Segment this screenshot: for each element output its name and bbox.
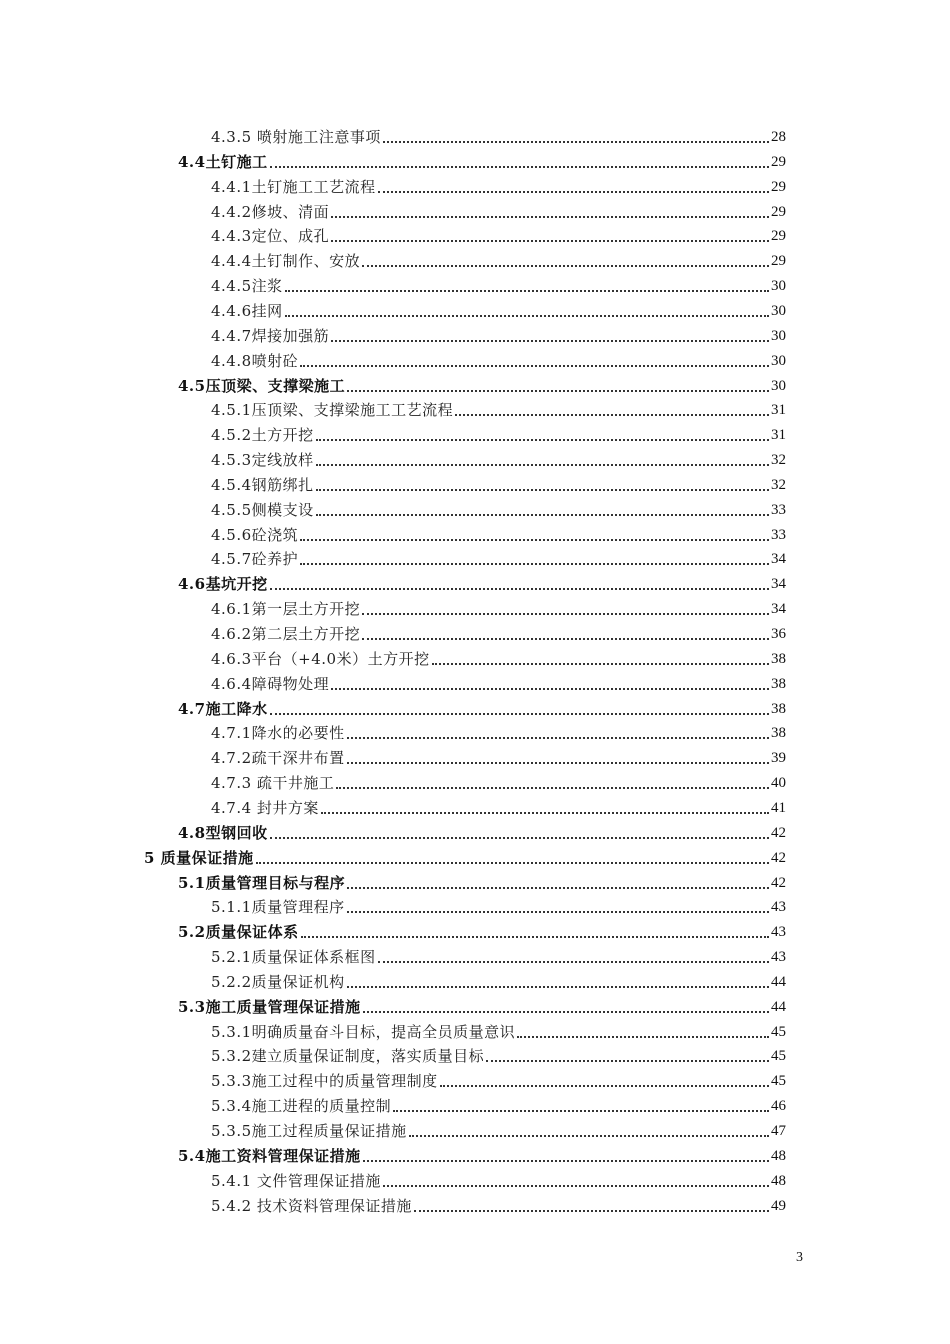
toc-entry-page: 42 [771,850,786,866]
toc-entry-page: 47 [771,1123,786,1139]
toc-entry-page: 38 [771,651,786,667]
toc-dot-leader [347,737,769,739]
toc-entry-label: 5.4.1 文件管理保证措施 [211,1172,381,1190]
toc-entry[interactable] [211,498,786,520]
toc-entry-page: 29 [771,253,786,269]
toc-dot-leader [383,141,769,143]
toc-entry-label: 5.3施工质量管理保证措施 [178,998,361,1016]
toc-entry-label: 4.4.8喷射砼 [211,352,299,370]
toc-dot-leader [316,489,769,491]
toc-entry-page: 36 [771,626,786,642]
toc-entry-page: 30 [771,353,786,369]
toc-dot-leader [300,539,769,541]
toc-dot-leader [409,1135,769,1137]
toc-entry-label: 5.3.3施工过程中的质量管理制度 [211,1072,438,1090]
toc-dot-leader [270,837,769,839]
toc-entry-label: 4.5.2土方开挖 [211,426,314,444]
toc-entry[interactable] [211,895,786,917]
toc-dot-leader [285,315,769,317]
toc-entry-page: 40 [771,775,786,791]
toc-entry[interactable] [211,1094,786,1116]
toc-dot-leader [270,713,769,715]
toc-entry-page: 31 [771,402,786,418]
toc-dot-leader [383,1185,769,1187]
toc-entry-page: 45 [771,1048,786,1064]
toc-entry-page: 33 [771,527,786,543]
toc-entry-page: 29 [771,154,786,170]
toc-entry-page: 42 [771,875,786,891]
toc-entry-label: 5 质量保证措施 [144,849,254,867]
toc-dot-leader [362,638,769,640]
toc-entry-page: 28 [771,129,786,145]
toc-dot-leader [347,911,769,913]
toc-entry-page: 46 [771,1098,786,1114]
toc-entry-label: 4.5.7砼养护 [211,550,299,568]
toc-entry-page: 45 [771,1024,786,1040]
toc-dot-leader [331,688,769,690]
toc-dot-leader [321,812,769,814]
toc-entry[interactable] [211,945,786,967]
toc-entry[interactable] [178,697,786,719]
toc-entry[interactable] [178,572,786,594]
toc-entry-page: 38 [771,676,786,692]
toc-dot-leader [347,887,769,889]
toc-entry-label: 4.4.5注浆 [211,277,283,295]
toc-entry[interactable] [211,398,786,420]
toc-entry-page: 44 [771,974,786,990]
toc-dot-leader [517,1036,769,1038]
toc-entry-page: 38 [771,701,786,717]
toc-entry[interactable] [211,523,786,545]
toc-entry[interactable] [211,200,786,222]
toc-dot-leader [256,862,769,864]
toc-entry-label: 5.2质量保证体系 [178,923,299,941]
toc-dot-leader [316,464,769,466]
toc-entry[interactable] [211,1020,786,1042]
toc-dot-leader [347,762,769,764]
toc-entry-page: 43 [771,924,786,940]
toc-entry-label: 4.6.1第一层土方开挖 [211,600,361,618]
toc-entry-label: 4.6.2第二层土方开挖 [211,625,361,643]
toc-dot-leader [378,961,769,963]
toc-entry[interactable] [211,622,786,644]
toc-entry[interactable] [178,995,786,1017]
toc-entry-label: 4.5.6砼浇筑 [211,526,299,544]
toc-dot-leader [301,936,769,938]
toc-entry-page: 48 [771,1148,786,1164]
toc-entry[interactable] [211,224,786,246]
toc-entry[interactable] [178,821,786,843]
toc-entry-page: 32 [771,452,786,468]
toc-entry[interactable] [211,647,786,669]
toc-entry-label: 4.6.3平台（+4.0米）土方开挖 [211,650,430,668]
toc-entry[interactable] [211,423,786,445]
toc-entry-label: 5.4施工资料管理保证措施 [178,1147,361,1165]
toc-entry-label: 5.3.1明确质量奋斗目标，提高全员质量意识 [211,1023,516,1041]
toc-entry[interactable] [211,721,786,743]
toc-entry-label: 5.2.2质量保证机构 [211,973,345,991]
toc-entry[interactable] [211,1069,786,1091]
toc-dot-leader [336,787,769,789]
toc-entry-page: 38 [771,725,786,741]
toc-entry[interactable] [211,473,786,495]
toc-entry[interactable] [211,299,786,321]
toc-entry[interactable] [211,970,786,992]
page-number: 3 [796,1250,803,1265]
toc-dot-leader [347,986,769,988]
toc-entry-label: 4.4.1土钉施工工艺流程 [211,178,376,196]
toc-entry-label: 5.2.1质量保证体系框图 [211,948,376,966]
toc-entry[interactable] [211,448,786,470]
toc-entry[interactable] [211,746,786,768]
toc-dot-leader [414,1210,769,1212]
toc-entry-label: 4.3.5 喷射施工注意事项 [211,128,381,146]
toc-entry[interactable] [211,324,786,346]
toc-entry-page: 30 [771,303,786,319]
toc-entry[interactable] [211,175,786,197]
toc-entry-page: 29 [771,204,786,220]
toc-entry-page: 34 [771,576,786,592]
toc-entry[interactable] [211,796,786,818]
toc-entry-label: 4.4.3定位、成孔 [211,227,330,245]
toc-entry[interactable] [144,846,786,868]
toc-entry-label: 4.8型钢回收 [178,824,268,842]
toc-dot-leader [432,663,769,665]
toc-entry-label: 4.7.2疏干深井布置 [211,749,345,767]
toc-entry-page: 30 [771,278,786,294]
toc-entry-page: 48 [771,1173,786,1189]
toc-dot-leader [300,563,769,565]
toc-entry[interactable] [211,1194,786,1216]
toc-entry-label: 5.1质量管理目标与程序 [178,874,346,892]
toc-dot-leader [331,340,769,342]
toc-entry[interactable] [211,1044,786,1066]
toc-dot-leader [285,290,769,292]
toc-entry-page: 33 [771,502,786,518]
toc-entry-page: 29 [771,179,786,195]
toc-entry-page: 41 [771,800,786,816]
toc-entry-label: 4.5.4钢筋绑扎 [211,476,314,494]
toc-dot-leader [316,439,769,441]
toc-dot-leader [331,240,769,242]
toc-entry-label: 4.4.4土钉制作、安放 [211,252,361,270]
toc-entry-page: 45 [771,1073,786,1089]
toc-dot-leader [393,1110,769,1112]
toc-entry-page: 34 [771,601,786,617]
toc-entry-page: 49 [771,1198,786,1214]
toc-entry-label: 4.4土钉施工 [178,153,268,171]
toc-dot-leader [378,191,769,193]
toc-entry-page: 43 [771,899,786,915]
toc-entry[interactable] [211,597,786,619]
toc-entry-page: 32 [771,477,786,493]
toc-dot-leader [362,613,769,615]
toc-entry-label: 4.5.3定线放样 [211,451,314,469]
toc-entry[interactable] [178,1144,786,1166]
toc-entry-label: 5.4.2 技术资料管理保证措施 [211,1197,412,1215]
toc-dot-leader [347,390,769,392]
toc-entry-page: 39 [771,750,786,766]
toc-entry-label: 4.7.1降水的必要性 [211,724,345,742]
toc-dot-leader [363,1011,769,1013]
toc-entry-label: 4.6基坑开挖 [178,575,268,593]
toc-dot-leader [362,265,769,267]
toc-dot-leader [455,414,769,416]
toc-entry-label: 4.4.2修坡、清面 [211,203,330,221]
toc-dot-leader [363,1160,769,1162]
toc-entry[interactable] [211,249,786,271]
toc-entry-page: 30 [771,328,786,344]
toc-entry-label: 4.5.1压顶梁、支撑梁施工工艺流程 [211,401,454,419]
toc-entry[interactable] [178,920,786,942]
toc-entry-page: 42 [771,825,786,841]
toc-entry-page: 43 [771,949,786,965]
toc-entry[interactable] [211,771,786,793]
toc-entry-label: 4.6.4障碍物处理 [211,675,330,693]
toc-entry-page: 34 [771,551,786,567]
toc-dot-leader [270,166,769,168]
toc-entry-page: 29 [771,228,786,244]
toc-dot-leader [486,1060,769,1062]
toc-entry-label: 4.4.6挂网 [211,302,283,320]
toc-dot-leader [316,514,769,516]
toc-entry[interactable] [211,1169,786,1191]
toc-entry-label: 4.7.3 疏干井施工 [211,774,335,792]
toc-dot-leader [270,588,769,590]
toc-entry-page: 30 [771,378,786,394]
toc-dot-leader [300,365,769,367]
toc-entry[interactable] [211,672,786,694]
toc-entry[interactable] [211,349,786,371]
toc-entry-label: 5.1.1质量管理程序 [211,898,345,916]
toc-entry[interactable] [178,374,786,396]
toc-entry-page: 44 [771,999,786,1015]
toc-entry[interactable] [211,125,786,147]
toc-entry[interactable] [211,547,786,569]
toc-dot-leader [440,1085,769,1087]
toc-dot-leader [331,216,769,218]
toc-entry[interactable] [211,1119,786,1141]
toc-entry-label: 5.3.5施工过程质量保证措施 [211,1122,407,1140]
toc-entry-page: 31 [771,427,786,443]
toc-entry-label: 4.4.7焊接加强筋 [211,327,330,345]
toc-entry-label: 5.3.2建立质量保证制度，落实质量目标 [211,1047,485,1065]
toc-entry-label: 4.7施工降水 [178,700,268,718]
toc-entry-label: 4.7.4 封井方案 [211,799,319,817]
toc-entry-label: 4.5压顶梁、支撑梁施工 [178,377,346,395]
toc-entry-label: 4.5.5侧模支设 [211,501,314,519]
toc-entry[interactable] [211,274,786,296]
toc-entry[interactable] [178,871,786,893]
toc-entry[interactable] [178,150,786,172]
toc-entry-label: 5.3.4施工进程的质量控制 [211,1097,392,1115]
